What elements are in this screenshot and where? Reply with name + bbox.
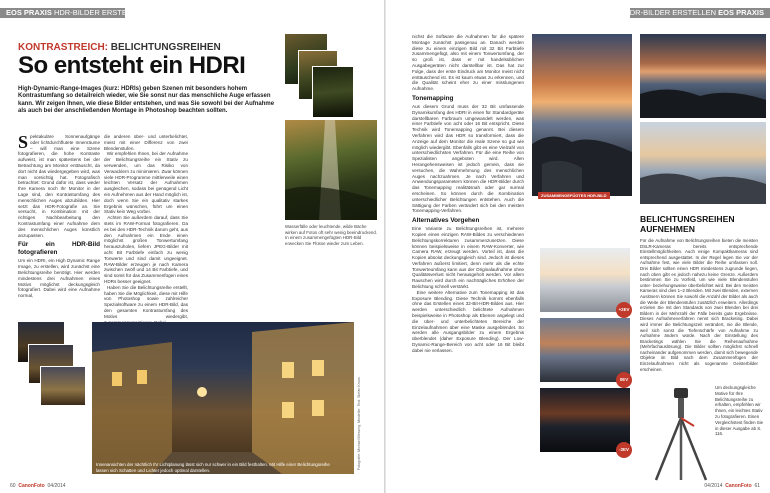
bracket-photo-0 bbox=[540, 318, 630, 382]
coast-small-shapes-2 bbox=[640, 122, 766, 204]
caption-waterfall: Wasserfälle oder leuchtende, wilde Bäche wirken auf Fotos oft sehr wenig beeindruckend. In einem zusammengefügten HDR-Bild erwecken Sie Flüsse wieder zum Leben. bbox=[285, 224, 378, 246]
sidebar-text: Für die Aufnahme von Belichtungsreihen bieten die meisten DSLR-Kameras bereits entsprechende Einstellmöglichkeiten. Auch einige Kompaktkameras sind entsprechend ausgestattet. In der Regel legen Sie vor der Aufnahme fest, wie viele Bilder die Reihe umfassen soll. Drei Bilder sollten einen HDR mindestens zugrunde liegen, nach oben gibt es jedoch nahezu keine Grenze. Außerdem bestimmen Sie zu Vorfeld, um wie viele Blendenstufen unter- beziehungsweise überbelichtet wird. Bei den meisten Kameras sind dies 1–2 Blenden. Mit zwei Blenden, externen Auslösern können Sie sowohl die Anzahl der Bilder als auch die Weite der Blendenstufen zusätzlich erweitern. Allerdings erzielen Sie mit den Standards von zwei Blenden bei drei Bildern in der Mehrzahl der Fälle bereits gute Ergebnisse. Dieses Aufnahmeverfahren nennt sich Bracketing. Dabei wird immer die Belichtungszeit verändert, nie die Blende, weil sich sonst die Tiefenschärfe von Aufnahme zu Aufnahme ändern würde. Nach der Einstellung des Bracketings wählen Sie die Reihenaufnahme (Mehrfachauslösung). Die Bilder sollten möglichst schnell nacheinander aufgenommen werden, damit sich bewegende Objekte im Bild nach dem Zusammenfügen der Einzelaufnahmen nicht als sogenannte Geisterbilder erscheinen. bbox=[640, 238, 758, 372]
header-right-section: EOS PRAXIS bbox=[718, 8, 764, 17]
col3-paragraph-3: Eine Variante zu Belichtungsreihen ist, mehrere Kopien eines einzigen RAW-Bildes zu verschiedenen Belichtungskorrekturen zusammenzusetzen. Diese können beispielsweise in einem RAW-Konverter, wie Camera RAW, erzeugt werden. Vorteil ist, dass die Kopien absolut deckungsgleich sind. Jedoch ist dieses Verfahren äußerst limitiert, denn mehr als die echte Tonwerteumfang kann aus der Originalaufnahme ohne Qualitätsverlust nicht herausgeholt werden. Vor allem Rauschen wird durch ein nachträgliches Erhöhen der Belichtung schnell verstärkt. bbox=[412, 226, 524, 290]
header-right bbox=[385, 0, 770, 20]
article-column-2 bbox=[104, 134, 188, 325]
badge-plus2ev: +2EV bbox=[616, 302, 632, 318]
drop-cap: S bbox=[18, 132, 29, 152]
tripod-note: Um deckungsgleiche Motive für Ihre Belichtungsreihe zu erhalten, empfehlen wir Ihnen, ein leichtes Stativ zu fotografieren. Einen Vergleichstest finden Sie in dieser Ausgabe ab S. 116. bbox=[715, 385, 764, 437]
col2-paragraph-1: die anderen über- und unterbelichtet, meist mit einer Differenz von zwei Blendenstufen. bbox=[104, 134, 188, 151]
night-street-shapes bbox=[92, 322, 354, 474]
street-photo-3 bbox=[40, 366, 86, 406]
article-headline: So entsteht ein HDRI bbox=[18, 52, 246, 79]
waterfall-shapes bbox=[285, 120, 377, 220]
col3-heading-tonemapping: Tonemapping bbox=[412, 94, 454, 102]
footer-left-page: 60 bbox=[10, 483, 16, 489]
badge-minus2ev: -2EV bbox=[616, 442, 632, 458]
hdr-result-tag: ZUSAMMENGEFÜGTES HDR-BILD bbox=[538, 192, 610, 199]
page-gutter bbox=[384, 0, 386, 493]
col2-paragraph-3: Achten Sie außerdem darauf, dass Sie stets im RAW-Format fotografieren. Da es bei den HDR-Technik darum geht, aus den Aufnahmen ein Ende einen möglichst großen Tonwertumfang herauszuholen, liefern JPEG-Bilder mit acht Bit Farbtiefe einfach zu wenig Tonwerte und sind damit ungeeignet. RAW-Bilder erzeugen je nach Kamera zwischen zwölf und 14 Bit Farbtiefe, und sind somit für das Zusammenfügen eines HDRs besser geeignet. bbox=[104, 215, 189, 284]
col2-paragraph-2: Wir empfehlen Ihnen, bei der Aufnahme der Belichtungsreihe ein Stativ zu verwenden, um das Risiko von Verwacklern zu minimieren. Zwar können viele HDR-Programme mittlerweile einen leichten Versatz der Aufnahmen ausgleichen, sodass bei genügend Licht ein Aufnehmen aus der Hand möglich ist, doch wenn Sie ein qualitativ starkes Ergebnis wünschen, führt um einen Stativ kein Weg vorbei. bbox=[104, 151, 188, 215]
footer-left bbox=[10, 483, 66, 489]
footer-right bbox=[704, 483, 760, 489]
photo-credit: Fotografie: Michael Blessing, Mosteller. Text: Stefan Kroos bbox=[357, 377, 361, 470]
waterfall-hdr-photo bbox=[285, 120, 377, 220]
coast-small-shapes bbox=[640, 34, 766, 118]
footer-right-issue: 04/2014 bbox=[704, 483, 723, 489]
coast-photo-small-1 bbox=[640, 34, 766, 118]
night-street-hdr-photo bbox=[92, 322, 354, 474]
bracket-photo-plus2 bbox=[540, 248, 630, 312]
kicker-highlight: KONTRASTREICH: bbox=[18, 42, 108, 53]
waterfall-photo-3 bbox=[312, 66, 354, 118]
coast-hdr-photo bbox=[532, 34, 632, 196]
col1-paragraph-2: Um ein HDRI, ein High Dynamic Range Image, zu erstellen, wird zunächst eine Belichtungsreihe benötigt. Hier werden mindestens drei Aufnahmen eines Motivs möglichst deckungsgleich fotografiert. Dabei wird eine Aufnahme normal, bbox=[18, 258, 100, 299]
sidebar-title-line2: AUFNEHMEN bbox=[640, 224, 695, 234]
col1-heading: Für ein HDR-Bild fotografieren bbox=[18, 241, 100, 257]
coast-shapes bbox=[532, 34, 632, 196]
kicker-rest: BELICHTUNGSREIHEN bbox=[108, 42, 221, 53]
tripod-image bbox=[650, 386, 710, 482]
header-left-topic: HDR-BILDER ERSTELLEN bbox=[53, 8, 146, 17]
header-right-topic: HDR-BILDER ERSTELLEN bbox=[624, 8, 717, 17]
col3-paragraph-1: nichst die Software die Aufnahmen für die spätere Montage zunächst passgenau an. Danach werden diese zu einem einzigen Bild mit 32 Bit Farbtiefe zusammengefügt, also mit einem Tonwertumfang, der so groß ist, dass er mit handelsüblichen Ausgabegeräten nicht darstellbar ist. Das hat zur Folge, dass der erste Eindruck am Monitor meist nicht enttäuschend ist. Es ist kaum etwas zu erkennen, und die Qualität scheint eher zu einer misslungenen Aufnahme. bbox=[412, 34, 524, 92]
footer-right-page: 61 bbox=[754, 483, 760, 489]
header-left bbox=[0, 0, 385, 20]
article-column-1 bbox=[18, 134, 100, 299]
sidebar-title bbox=[640, 214, 735, 234]
caption-night-street: Innenansichten der nächtlich Ihr Lichtplanung lässt sich nur schwer in ein Bild festhalten. Mit Hilfe einer Belichtungsreihe lassen sich Schatten und Lichter jedoch optimal darstellen. bbox=[96, 462, 330, 473]
header-left-section: EOS PRAXIS bbox=[6, 8, 52, 17]
tripod-icon bbox=[650, 386, 710, 482]
col3-paragraph-2: Aus diesem Grund muss der 32 Bit umfassende Dynamikumfang des HDRI in einen für Standardgeräte darstellbaren Farbraum umgewandelt werden, was einer Farbtiefe von acht oder 16 Bit entspricht. Diese Technik wird Tonemapping genannt. Bei diesem Verfahren wird das HDR so transformiert, dass die Anzeige auf dem Monitor die reale Szene so gut wie möglich wiedergibt. Ebenfalls gibt es eine Vielzahl von unterschiedlichsten Verfahren. Für die eine Reihe von Spezialisten angeboten wird. Allen Herangehensweisen ist jedoch gemein, dass sie versuchen, die Wahrnehmung des menschlichen Auges nachzuahmen. Je nach Verfahren und Anwendungsparametern können die HDR-Bilder durch das Tonemapping realitätsnah oder gar surreal erscheinen. So können durch die Kombination unterschiedlicher Belichtungen entstehen. Auch die Sättigung der Farben verändert sich bei den meisten Tonemapping-Verfahren. bbox=[412, 103, 524, 214]
bracket-photo-minus2 bbox=[540, 388, 630, 452]
coast-photo-small-2 bbox=[640, 122, 766, 204]
footer-right-brand: CanonFoto bbox=[725, 483, 752, 489]
col3-paragraph-4: Eine weitere Alternative zum Tonemapping ist das Exposure Blending. Diese Technik kommt ebenfalls ohne das Erstellen eines 32-Bit-HDR-Bildes aus. Hier werden unterschiedlich belichtete Aufnahmen beispielsweise in Photoshop als Ebenen angelegt und die über- und unterbelichteten Bereiche der Einzelaufnahmen über eine Maske ausgeblendet. So werden alle Ausgangsbilder zu einem Ergebnis überblendet (daher Exposure Blending). Der Low-Dynamic-Range-Bereich von acht oder 16 Bit bleibt dabei nie verlassen. bbox=[412, 289, 524, 353]
footer-left-brand: CanonFoto bbox=[18, 483, 45, 489]
col2-paragraph-4: Haben Sie die Belichtungsreihe erstellt, haben Sie die Möglichkeit, diese mit Hilfe von Photoshop sowie zahlreicher Spezialsoftware zu einem HDR-Bild, das den gesamten Kontrastumfang des Motivs wiedergibt, bbox=[104, 284, 188, 319]
footer-left-issue: 04/2014 bbox=[47, 483, 66, 489]
col3-heading-alternative: Alternatives Vorgehen bbox=[412, 217, 480, 225]
sidebar-title-line1: BELICHTUNGSREIHEN bbox=[640, 214, 735, 224]
article-column-4 bbox=[412, 34, 524, 354]
badge-0ev: 0EV bbox=[616, 372, 632, 388]
article-intro: High-Dynamic-Range-Images (kurz: HDRIs) geben Szenen mit besonders hohem Kontrastumfang so detailreich wieder, wie Sie sonst nur das menschliche Auge erfassen kann. Wir zeigen Ihnen, wie diese Bilder entstehen, und was Sie sowohl bei der Aufnahme als auch bei der anschließenden Montage in Photoshop beachten sollten. bbox=[18, 86, 275, 115]
col1-paragraph-1: pektakuläre Sonnenaufgänge oder lichtdurchflutete Innenräume – will man eine Szene fotografieren, die hohe Kontraste aufweist, ist man spätestens bei der Betrachtung am Monitor enttäuscht, da dort nicht das wiedergegeben wird, was man vorsichtig hat. Fotografisch betrachtet: Grund dafür ist, dass weder Ihre Kamera noch Ihr Monitor in der Lage sind, den Kontrastumfang des menschlichen Auges abzubilden. Hier setzt das HDR-Fotografie an. Sie versucht, in Kombination mit der richtigen Nachbearbeitung den Kontrastumfang einer Aufnahme dem des menschlichen Auges künstlich anzupassen. bbox=[18, 134, 100, 238]
